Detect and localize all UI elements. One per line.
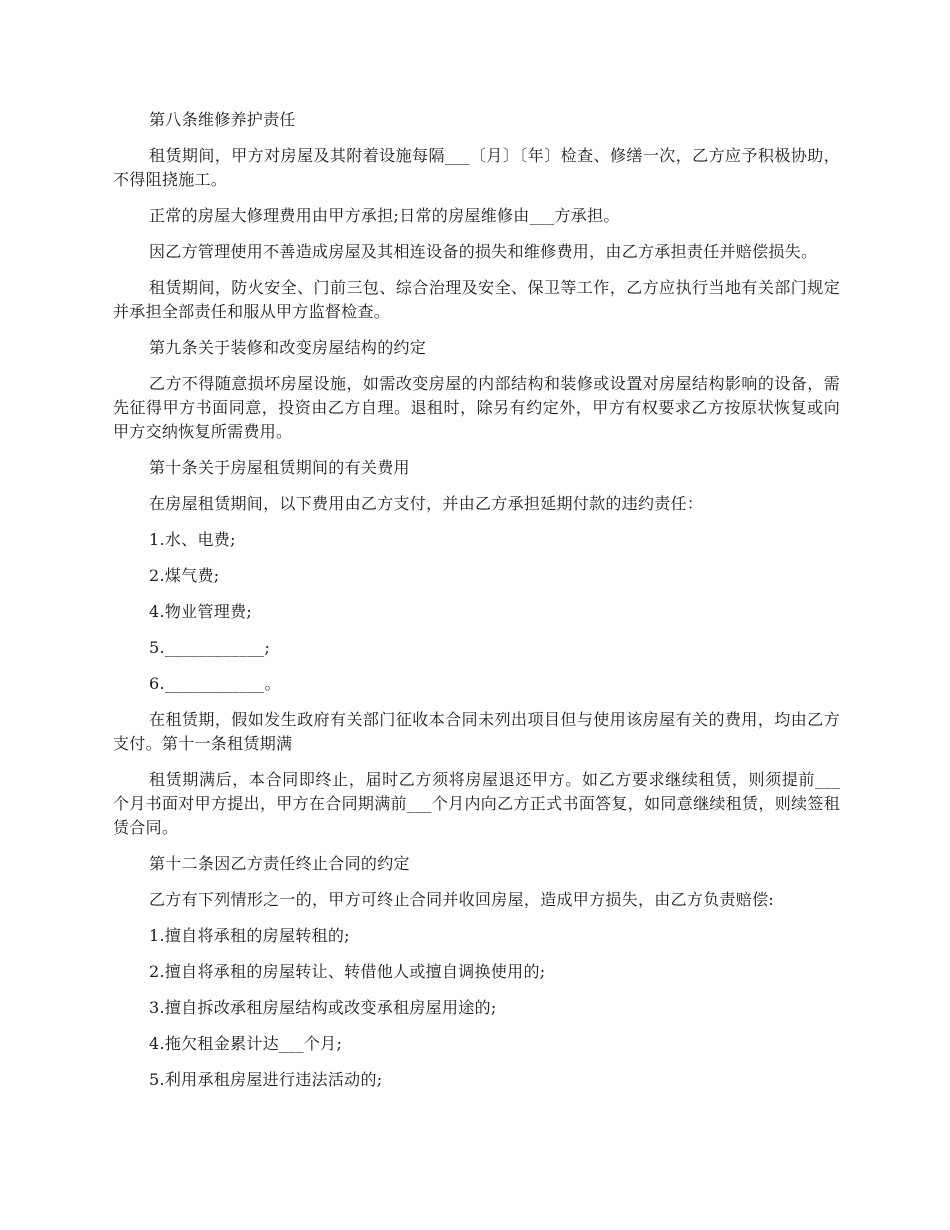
list-item-termination-1: 1.擅自将承租的房屋转租的; — [149, 926, 350, 945]
paragraph-government-fees: 在租赁期，假如发生政府有关部门征收本合同未列出项目但与使用该房屋有关的费用，均由乙方支付。第十一条租赁期满 — [113, 710, 840, 753]
paragraph-inspection: 租赁期间，甲方对房屋及其附着设施每隔___〔月〕〔年〕检查、修缮一次，乙方应予积极协助，不得阻挠施工。 — [113, 146, 840, 189]
paragraph-termination-intro: 乙方有下列情形之一的，甲方可终止合同并收回房屋，造成甲方损失，由乙方负责赔偿: — [149, 890, 775, 909]
paragraph-renovation: 乙方不得随意损坏房屋设施，如需改变房屋的内部结构和装修或设置对房屋结构影响的设备，需先征得甲方书面同意，投资由乙方自理。退租时，除另有约定外，甲方有权要求乙方按原状恢复或向甲方交纳恢复所需费用。 — [113, 374, 840, 441]
list-item-fee-5: 5.____________; — [149, 638, 271, 657]
list-item-fee-4: 4.物业管理费; — [149, 602, 253, 621]
list-item-termination-4: 4.拖欠租金累计达___个月; — [149, 1034, 343, 1053]
paragraph-damage-liability: 因乙方管理使用不善造成房屋及其相连设备的损失和维修费用，由乙方承担责任并赔偿损失。 — [149, 242, 818, 261]
paragraph-repair-costs: 正常的房屋大修理费用由甲方承担;日常的房屋维修由___方承担。 — [149, 206, 620, 225]
section-heading-article-10: 第十条关于房屋租赁期间的有关费用 — [149, 458, 410, 477]
paragraph-fees-intro: 在房屋租赁期间，以下费用由乙方支付，并由乙方承担延期付款的违约责任： — [149, 494, 704, 513]
document-page — [113, 108, 840, 1104]
list-item-termination-5: 5.利用承租房屋进行违法活动的; — [149, 1070, 383, 1089]
section-heading-article-12: 第十二条因乙方责任终止合同的约定 — [149, 854, 410, 873]
list-item-fee-6: 6.____________。 — [149, 674, 281, 693]
list-item-termination-2: 2.擅自将承租的房屋转让、转借他人或擅自调换使用的; — [149, 962, 546, 981]
section-heading-article-8: 第八条维修养护责任 — [149, 110, 296, 129]
list-item-fee-2: 2.煤气费; — [149, 566, 220, 585]
paragraph-lease-expiry: 租赁期满后，本合同即终止，届时乙方须将房屋退还甲方。如乙方要求继续租赁，则须提前___个月书面对甲方提出，甲方在合同期满前___个月内向乙方正式书面答复，如同意继续租赁，则续签租赁合同。 — [113, 770, 840, 837]
section-heading-article-9: 第九条关于装修和改变房屋结构的约定 — [149, 338, 427, 357]
list-item-termination-3: 3.擅自拆改承租房屋结构或改变承租房屋用途的; — [149, 998, 497, 1017]
list-item-fee-1: 1.水、电费; — [149, 530, 236, 549]
paragraph-safety-duties: 租赁期间，防火安全、门前三包、综合治理及安全、保卫等工作，乙方应执行当地有关部门规定并承担全部责任和服从甲方监督检查。 — [113, 278, 840, 321]
